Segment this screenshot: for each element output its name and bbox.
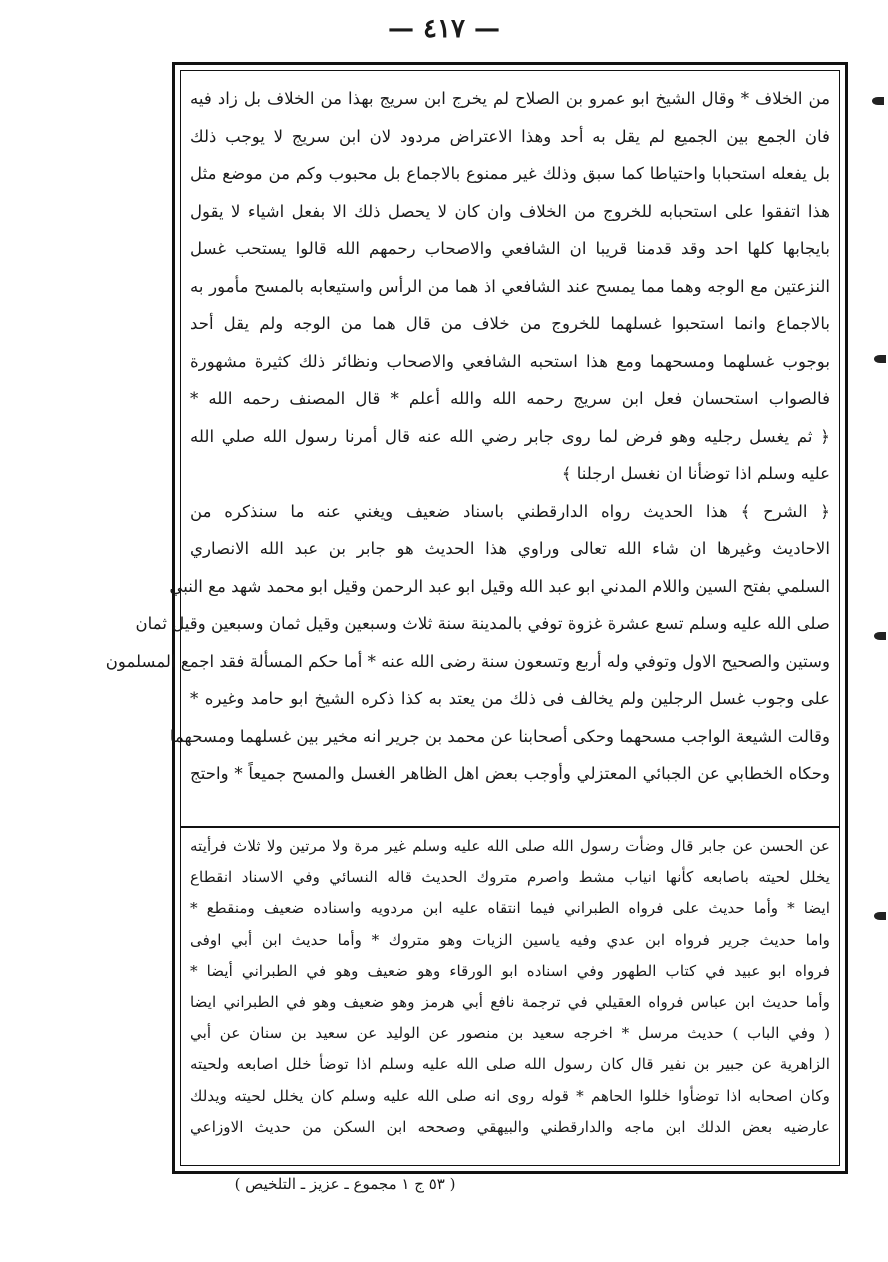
note-line: الزاهرية عن جبير بن نفير قال كان رسول الله صلى الله عليه وسلم اذا توضأ خلل اصابعه ولحيته <box>190 1055 830 1074</box>
main-line-commentary: ﴿ الشرح ﴾ هذا الحديث رواه الدارقطني باسناد ضعيف ويغني عنه ما سنذكره من <box>190 501 830 521</box>
main-line: بايجابها كلها احد وقد قدمنا قريبا ان الشافعي والاصحاب رحمهم الله قالوا يستحب غسل <box>190 239 830 258</box>
main-line: فالصواب استحسان فعل ابن سريج رحمه الله والله أعلم * قال المصنف رحمه الله * <box>190 389 830 408</box>
note-line: ( وفي الباب ) حديث مرسل * اخرجه سعيد بن منصور عن الوليد عن سعيد بن سنان عن أبي <box>190 1024 830 1043</box>
page-number: — ٤١٧ — <box>387 14 501 44</box>
main-line-quote-end: عليه وسلم اذا توضأنا ان نغسل ارجلنا ﴾ <box>561 464 830 483</box>
print-signature: ( ٥٣ ج ١ مجموع ـ عزيز ـ التلخيص ) <box>234 1175 456 1193</box>
note-line: يخلل لحيته باصابعه كأنها انياب مشط واصرم متروك الحديث قاله النسائي وفي الاسناد انقطاع <box>190 868 830 887</box>
main-line: الاحاديث وغيرها ان شاء الله تعالى وراوي هذا الحديث هو جابر بن عبد الله الانصاري <box>190 539 830 558</box>
main-line: هذا اتفقوا على استحبابه للخروج من الخلاف وان كان لا يحصل ذلك الا بفعل اشياء لا يقول <box>190 201 830 221</box>
main-line: النزعتين مع الوجه وهما مما يمسح عند الشافعي اذ هما من الرأس واستيعابه بالمسح مأمور به <box>190 276 830 296</box>
main-line: بوجوب غسلهما ومسحهما ومع هذا استحبه الشافعي والاصحاب ونظائر ذلك كثيرة مشهورة <box>190 351 830 371</box>
margin-mark-icon <box>874 632 886 640</box>
main-line: بل يفعله استحبابا واحتياطا كما سبق وذلك غير ممنوع بالاجماع بل محبوب وكم من موضع مثل <box>190 164 830 183</box>
section-divider <box>180 826 840 828</box>
margin-mark-icon <box>872 97 884 105</box>
note-line: وأما حديث ابن عباس فرواه العقيلي في ترجمة نافع أبي هرمز وهو ضعيف وهو في الطبراني ايضا <box>190 993 830 1012</box>
main-line: من الخلاف * وقال الشيخ ابو عمرو بن الصلاح لم يخرج ابن سريج بهذا من الخلاف بل زاد فيه <box>190 89 830 108</box>
note-line: فرواه ابو عبيد في كتاب الطهور وفي اسناده ابو الورقاء وهو ضعيف وهو في الطبراني أيضا * <box>190 961 830 980</box>
margin-mark-icon <box>874 912 886 920</box>
main-line: وحكاه الخطابي عن الجبائي المعتزلي وأوجب بعض اهل الظاهر الغسل والمسح جميعاً * واحتج <box>190 764 830 783</box>
margin-mark-icon <box>874 355 886 363</box>
note-line: وكان اصحابه اذا توضأوا خللوا الحاهم * قوله روى انه صلى الله عليه وسلم كان يخلل لحيته ويدلك <box>190 1086 830 1105</box>
main-line: صلى الله عليه وسلم تسع عشرة غزوة توفي بالمدينة سنة ثلاث وسبعين وقيل ثمان وسبعين وقيل ثمان <box>135 614 830 633</box>
note-line: عارضيه بعض الدلك ابن ماجه والدارقطني والبيهقي وصححه ابن السكن من حديث الاوزاعي <box>190 1117 830 1136</box>
main-line-quote: ﴿ ثم يغسل رجليه وهو فرض لما روى جابر رضي الله عنه قال أمرنا رسول الله صلي الله <box>190 426 830 446</box>
main-text <box>105 80 830 793</box>
main-line: فان الجمع بين الجميع لم يقل به أحد وهذا الاعتراض مردود لان ابن سريج لا يوجب ذلك <box>190 126 830 146</box>
main-line: وستين والصحيح الاول وتوفي وله أربع وتسعون سنة رضى الله عنه * أما حكم المسألة فقد اجمع المسلمون <box>105 651 830 671</box>
main-line: وقالت الشيعة الواجب مسحهما وحكى أصحابنا عن محمد بن جرير انه مخير بين غسلهما ومسحهما <box>169 726 830 746</box>
note-line: ايضا * وأما حديث على فرواه الطبراني فيما انتقاه عليه ابن مردويه واسناده ضعيف ومنقطع * <box>190 899 830 918</box>
note-line: عن الحسن عن جابر قال وضأت رسول الله صلى الله عليه وسلم غير مرة ولا مرتين ولا ثلاث فرأيته <box>190 837 830 855</box>
main-line: بالاجماع وانما استحبوا غسلهما للخروج من خلاف من قال هما من الوجه ولم يقل أحد <box>190 314 830 333</box>
footnotes-text <box>190 831 830 1143</box>
main-line: السلمي بفتح السين واللام المدني ابو عبد الله وقيل ابو عبد الرحمن وقيل ابو محمد شهد مع النبي <box>169 576 830 596</box>
main-line: على وجوب غسل الرجلين ولم يخالف فى ذلك من يعتد به كذا ذكره الشيخ ابو حامد وغيره * <box>190 689 830 708</box>
note-line: واما حديث جرير فرواه ابن عدي وفيه ياسين الزيات وهو متروك * وأما حديث ابن أبي اوفى <box>190 930 830 949</box>
